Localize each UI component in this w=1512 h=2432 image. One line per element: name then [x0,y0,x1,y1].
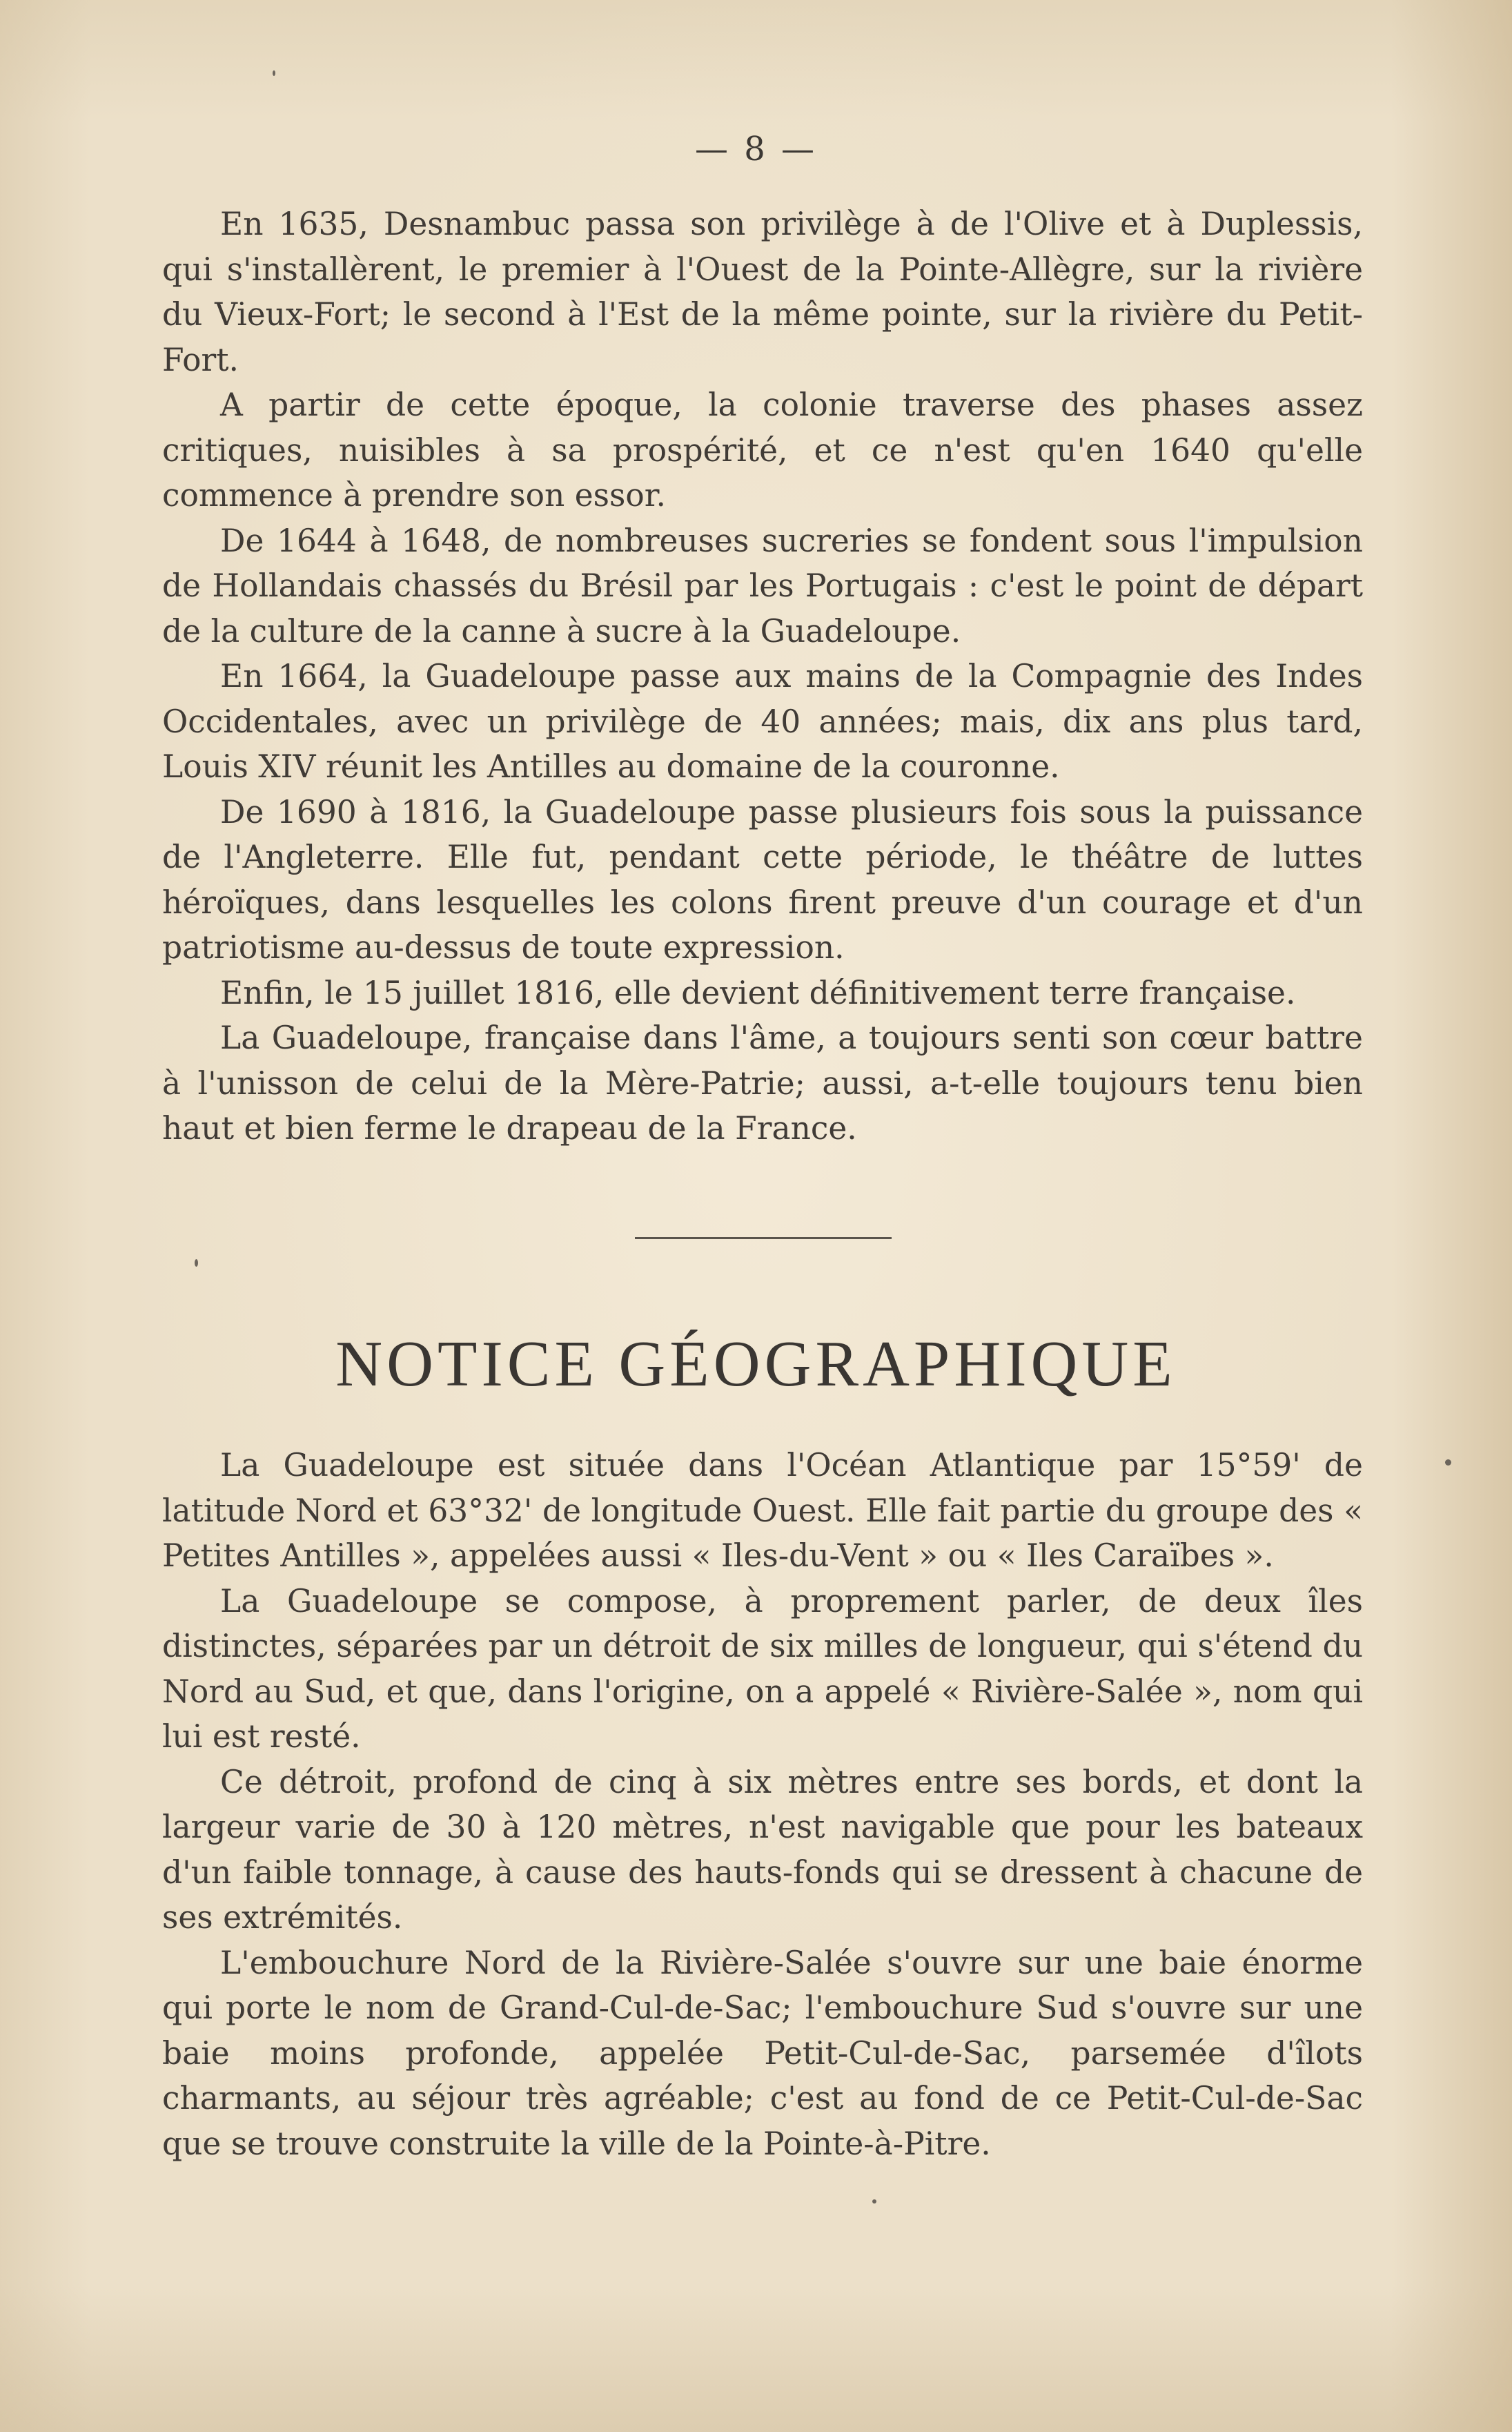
paragraph: La Guadeloupe est située dans l'Océan Atlantique par 15°59' de latitude Nord et 63°32' de longitude Ouest. Elle fait partie du groupe des « Petites Antilles », appelées aussi « Iles-du-Vent » ou « Iles Caraïbes ». [162,1447,1363,1574]
geography-section [162,1443,1363,2166]
paper-speck [1445,1459,1451,1466]
paragraph: La Guadeloupe, française dans l'âme, a toujours senti son cœur battre à l'unisson de celui de la Mère-Patrie; aussi, a-t-elle toujours tenu bien haut et bien ferme le drapeau de la France. [162,1020,1363,1147]
paragraph: L'embouchure Nord de la Rivière-Salée s'ouvre sur une baie énorme qui porte le nom de Grand-Cul-de-Sac; l'embouchure Sud s'ouvre sur une baie moins profonde, appelée Petit-Cul-de-Sac, parsemée d'îlots charmants, au séjour très agréable; c'est au fond de ce Petit-Cul-de-Sac que se trouve construite la ville de la Pointe-à-Pitre. [162,1944,1363,2162]
paragraph: A partir de cette époque, la colonie traverse des phases assez critiques, nuisibles à sa prospérité, et ce n'est qu'en 1640 qu'elle commence à prendre son essor. [162,387,1363,514]
section-divider [635,1237,892,1239]
paragraph: Enfin, le 15 juillet 1816, elle devient définitivement terre française. [220,974,1296,1011]
history-section [162,202,1363,1151]
paper-speck [273,70,275,76]
paragraph: La Guadeloupe se compose, à proprement parler, de deux îles distinctes, séparées par un détroit de six milles de longueur, qui s'étend du Nord au Sud, et que, dans l'origine, on a appelé « Rivière-Salée », nom qui lui est resté. [162,1582,1363,1755]
paragraph: Ce détroit, profond de cinq à six mètres entre ses bords, et dont la largeur varie de 30 à 120 mètres, n'est navigable que pour les bateaux d'un faible tonnage, à cause des hauts-fonds qui se dressent à chacune de ses extrémités. [162,1763,1363,1936]
section-title: NOTICE GÉOGRAPHIQUE [335,1328,1177,1400]
page-number: — 8 — [694,130,818,168]
paragraph: En 1664, la Guadeloupe passe aux mains de la Compagnie des Indes Occidentales, avec un privilège de 40 années; mais, dix ans plus tard, Louis XIV réunit les Antilles au domaine de la couronne. [162,658,1363,785]
paper-speck [195,1259,198,1267]
paper-speck [872,2199,876,2204]
paragraph: En 1635, Desnambuc passa son privilège à de l'Olive et à Duplessis, qui s'installèrent, le premier à l'Ouest de la Pointe-Allègre, sur la rivière du Vieux-Fort; le second à l'Est de la même pointe, sur la rivière du Petit-Fort. [162,206,1363,378]
paragraph: De 1644 à 1648, de nombreuses sucreries se fondent sous l'impulsion de Hollandais chassés du Brésil par les Portugais : c'est le point de départ de la culture de la canne à sucre à la Guadeloupe. [162,522,1363,650]
paragraph: De 1690 à 1816, la Guadeloupe passe plusieurs fois sous la puissance de l'Angleterre. Elle fut, pendant cette période, le théâtre de luttes héroïques, dans lesquelles les colons firent preuve d'un courage et d'un patriotisme au-dessus de toute expression. [162,793,1363,966]
